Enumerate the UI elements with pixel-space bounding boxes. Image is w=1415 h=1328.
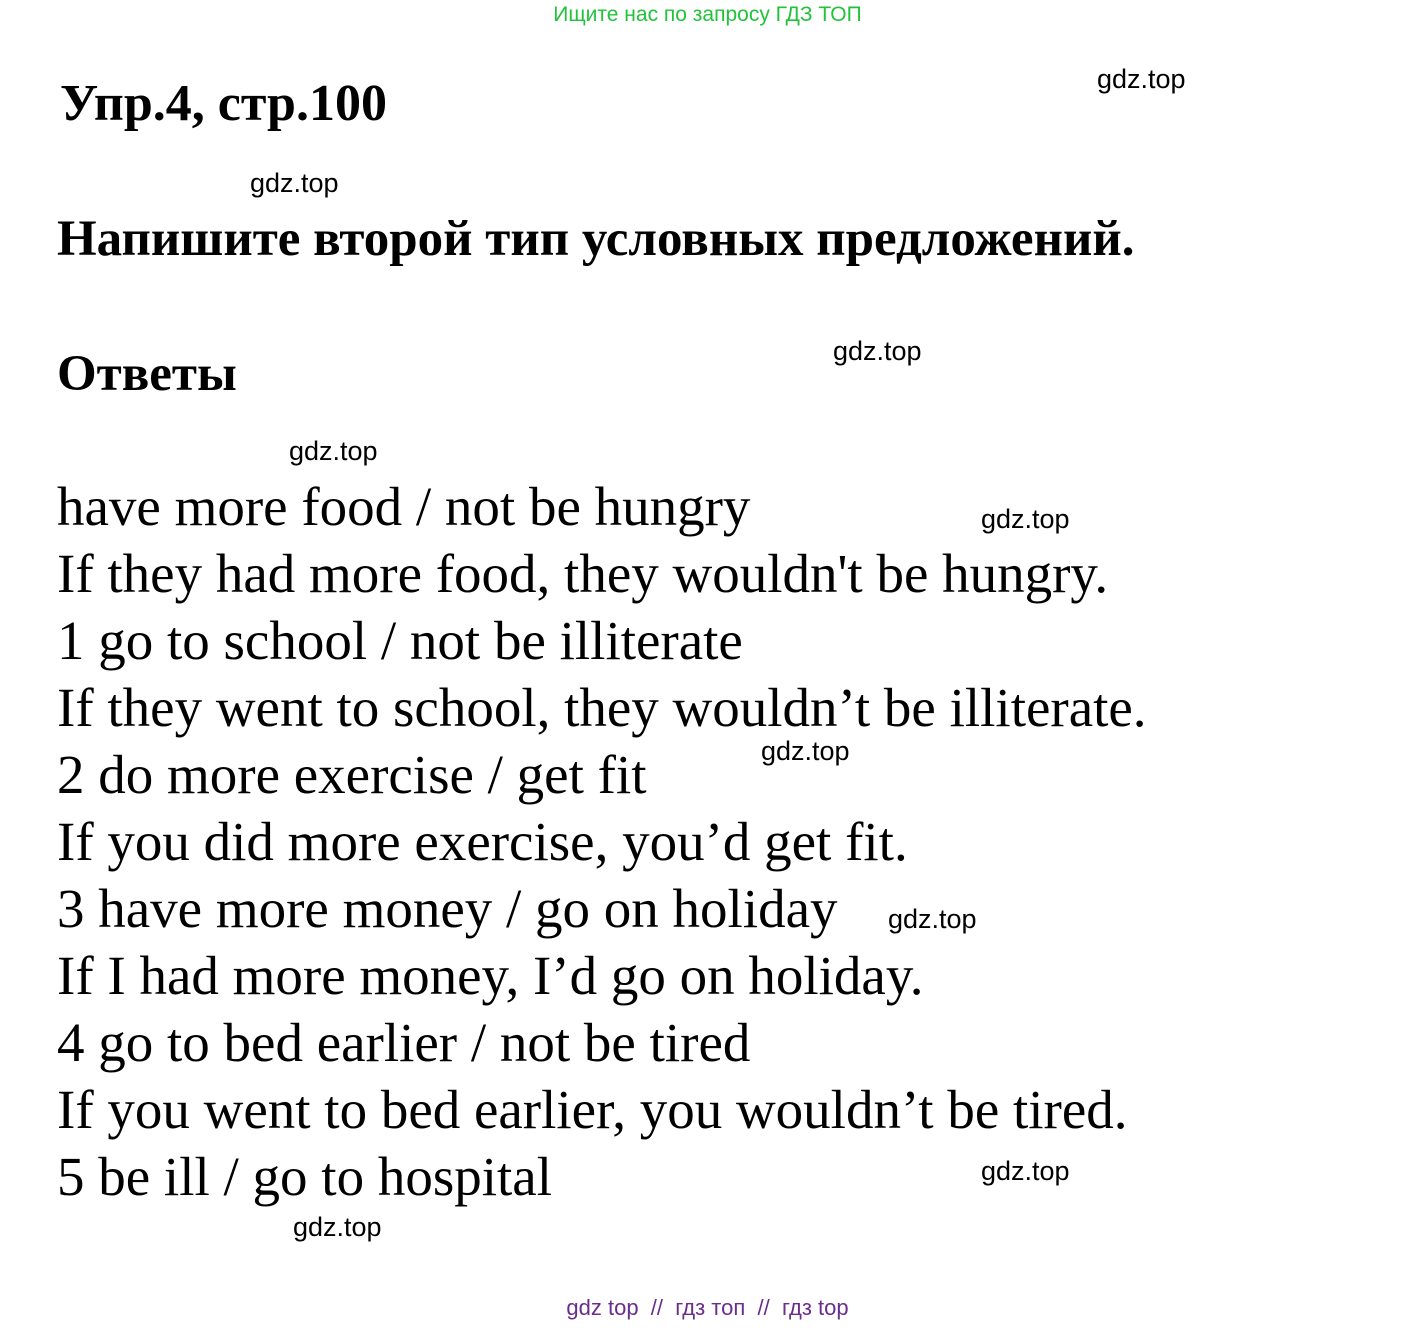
answer-line: 3 have more money / go on holiday <box>57 878 838 939</box>
answer-line: If they went to school, they wouldn’t be illiterate. <box>57 677 1147 738</box>
footer-watermark: gdz top // гдз топ // гдз top <box>566 1295 849 1320</box>
watermark: gdz.top <box>761 736 850 766</box>
watermark: gdz.top <box>981 504 1070 534</box>
search-hint-banner: Ищите нас по запросу ГДЗ ТОП <box>553 3 862 26</box>
watermark: gdz.top <box>833 336 922 366</box>
answer-line: If you did more exercise, you’d get fit. <box>57 811 908 872</box>
watermark: gdz.top <box>888 904 977 934</box>
answers-heading: Ответы <box>57 346 237 402</box>
task-text: Напишите второй тип условных предложений. <box>57 211 1135 267</box>
page-title: Упр.4, стр.100 <box>60 75 387 132</box>
answer-line: If they had more food, they wouldn't be hungry. <box>57 543 1109 604</box>
answer-line: If I had more money, I’d go on holiday. <box>57 945 924 1006</box>
watermark: gdz.top <box>1097 64 1186 94</box>
answer-line: 4 go to bed earlier / not be tired <box>57 1012 751 1073</box>
watermark: gdz.top <box>250 168 339 198</box>
answer-line: 2 do more exercise / get fit <box>57 744 647 805</box>
answer-line: 5 be ill / go to hospital <box>57 1146 552 1207</box>
answer-line: If you went to bed earlier, you wouldn’t be tired. <box>57 1079 1128 1140</box>
answers-list <box>57 473 1147 1210</box>
answer-line: have more food / not be hungry <box>57 476 751 537</box>
watermark: gdz.top <box>289 436 378 466</box>
answer-line: 1 go to school / not be illiterate <box>57 610 743 671</box>
watermark: gdz.top <box>981 1156 1070 1186</box>
watermark: gdz.top <box>293 1212 382 1242</box>
